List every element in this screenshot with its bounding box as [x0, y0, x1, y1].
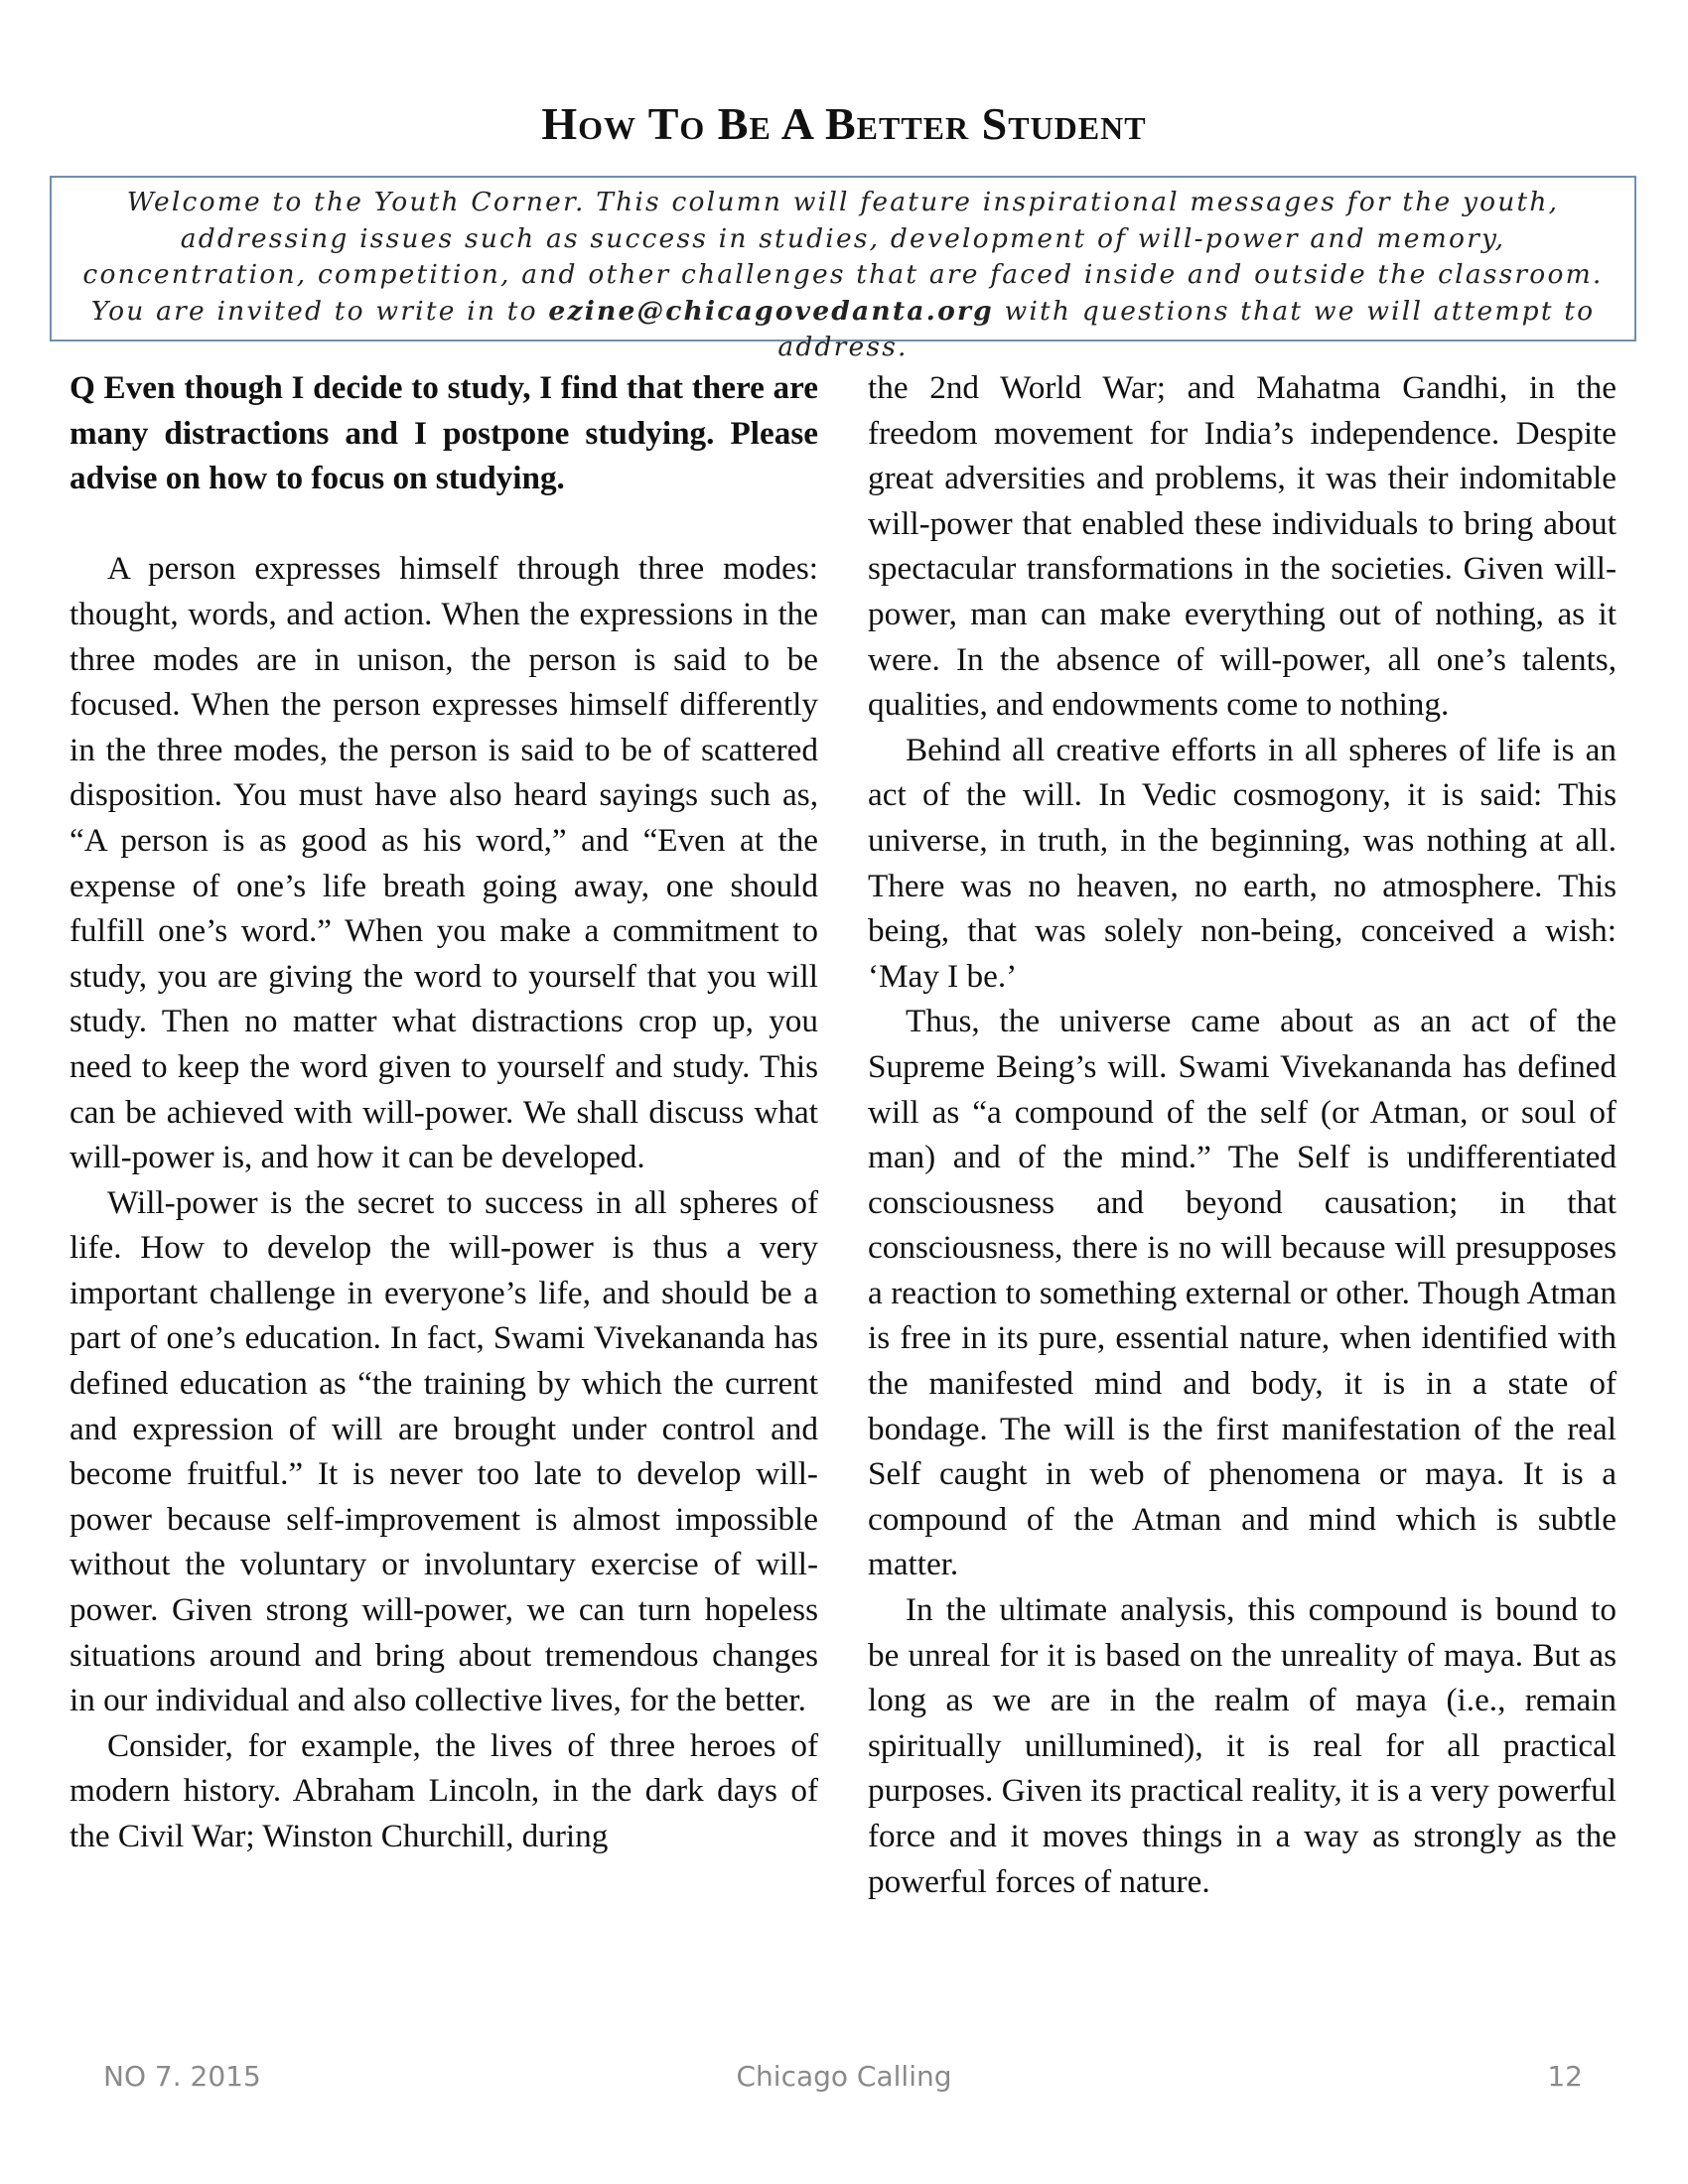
left-column	[70, 365, 818, 1859]
paragraph: A person expresses himself through three modes: thought, words, and action. When the expressions in the three modes are in unison, the person is said to be focused. When the person expresses himself differently in the three modes, the person is said to be of scattered disposition. You must have also heard sayings such as, “A person is as good as his word,” and “Even at the expense of one’s life breath going away, one should fulfill one’s word.” When you make a commitment to study, you are giving the word to yourself that you will study. Then no matter what distractions crop up, you need to keep the word given to yourself and study. This can be achieved with will-power. We shall discuss what will-power is, and how it can be developed.	[70, 550, 818, 1176]
paragraph-continued: the 2nd World War; and Mahatma Gandhi, in the freedom movement for India’s independence. Despite great adversities and problems, it was their indomitable will-power that enabled these individuals to bring about spectacular transformations in the societies. Given will-power, man can make everything out of nothing, as it were. In the absence of will-power, all one’s talents, qualities, and endowments come to nothing.	[868, 369, 1617, 724]
intro-text-before: Welcome to the Youth Corner. This column will feature inspirational messages for the youth, addressing issues such as success in studies, development of will-power and memory, concentration, competition, and other challenges that are faced inside and outside the classroom. You are invited to write in to	[82, 187, 1604, 327]
email-link[interactable]: ezine@chicagovedanta.org	[548, 295, 994, 327]
paragraph: Thus, the universe came about as an act of the Supreme Being’s will. Swami Vivekananda has defined will as “a compound of the self (or Atman, or soul of man) and of the mind.” The Self is undifferentiated consciousness and beyond causation; in that consciousness, there is no will because will presupposes a reaction to something external or other. Though Atman is free in its pure, essential nature, when identified with the manifested mind and body, it is in a state of bondage. The will is the first manifestation of the real Self caught in web of phenomena or maya. It is a compound of the Atman and mind which is subtle matter.	[868, 1003, 1617, 1583]
paragraph: Behind all creative efforts in all spheres of life is an act of the will. In Vedic cosmogony, it is said: This universe, in truth, in the beginning, was nothing at all. There was no heaven, no earth, no atmosphere. This being, that was solely non-being, conceived a wish: ‘May I be.’	[868, 731, 1617, 995]
intro-text	[68, 185, 1618, 366]
footer-issue: NO 7. 2015	[103, 2060, 261, 2093]
intro-text-after: with questions that we will attempt to address.	[777, 295, 1596, 362]
footer-magazine-name: Chicago Calling	[736, 2060, 952, 2093]
article-title: How To Be A Better Student	[541, 98, 1147, 149]
paragraph: Will-power is the secret to success in all spheres of life. How to develop the will-power is thus a very important challenge in everyone’s life, and should be a part of one’s education. In fact, Swami Vivekananda has defined education as “the training by which the current and expression of will are brought under control and become fruitful.” It is never too late to develop will-power because self-improvement is almost impossible without the voluntary or involuntary exercise of will-power. Given strong will-power, we can turn hopeless situations around and bring about tremendous changes in our individual and also collective lives, for the better.	[70, 1183, 818, 1719]
intro-box	[50, 176, 1636, 362]
paragraph: Consider, for example, the lives of three heroes of modern history. Abraham Lincoln, in the dark days of the Civil War; Winston Churchill, during	[70, 1726, 818, 1854]
paragraph: In the ultimate analysis, this compound is bound to be unreal for it is based on the unreality of maya. But as long as we are in the realm of maya (i.e., remain spiritually unillumined), it is real for all practical purposes. Given its practical reality, it is a very powerful force and it moves things in a way as strongly as the powerful forces of nature.	[868, 1591, 1617, 1900]
right-column	[868, 365, 1617, 1904]
footer-page-number: 12	[1547, 2060, 1583, 2093]
question: Q Even though I decide to study, I find that there are many distractions and I postpone studying. Please advise on how to focus on studying.	[70, 369, 818, 497]
